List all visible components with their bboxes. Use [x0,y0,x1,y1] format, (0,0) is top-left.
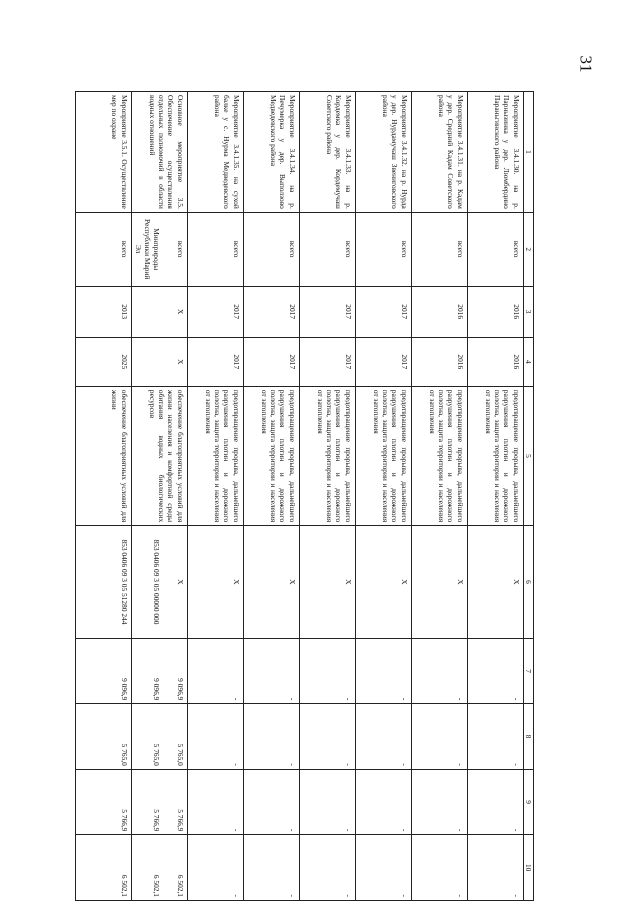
table-row [299,92,355,901]
cell-text: 2017 [231,354,241,370]
cell-text: 9 096,9 [175,678,185,701]
cell-text: 9 096,9 [152,678,162,701]
cell-text: Мероприятие 3.5.1. Осуществление мер по охране [110,95,129,209]
table-cell-c2 [187,212,243,286]
cell-text: предотвращение прорыва, дальнейшего разрушения плотин и дорожного полотна, защита территории и населения от затопления [316,389,353,523]
table-cell-c9 [299,769,355,835]
table-cell-c7 [243,638,299,704]
cell-text: - [343,763,353,766]
table-cell-c10 [299,835,355,901]
table-cell-c8 [299,704,355,770]
cell-text: всего [511,240,521,258]
table-cell-c9 [411,769,467,835]
table-cell-c3 [467,286,523,337]
cell-text: 2016 [511,354,521,370]
table-cell-c8 [243,704,299,770]
table-cell-c6 [299,526,355,639]
cell-text: 2017 [287,304,297,320]
table-cell-c5 [411,386,467,525]
table-row [411,92,467,901]
table-cell-c1 [131,92,187,213]
cell-text: - [287,828,297,832]
cell-text: - [231,894,241,897]
cell-text: 5 765,0 [152,743,162,766]
column-number-9: 9 [523,769,533,835]
cell-text: - [455,763,465,766]
table-cell-c2 [131,212,187,286]
table-cell-c10 [355,835,411,901]
cell-text: Минприроды Республики Марий Эл [134,218,162,280]
cell-text: 5 765,0 [119,743,129,766]
table-cell-c3 [299,286,355,337]
table-cell-c4 [355,337,411,386]
cell-text: X [175,359,185,365]
table-cell-c9 [355,769,411,835]
table-cell-c1 [75,92,131,213]
table-cell-c1 [467,92,523,213]
cell-text: - [287,894,297,897]
table-cell-c1 [411,92,467,213]
table-row [75,92,131,901]
cell-text: X [455,579,465,585]
table-cell-c5 [299,386,355,525]
cell-text: - [511,828,521,832]
table-cell-c4 [75,337,131,386]
table-cell-c6 [467,526,523,639]
cell-text: предотвращение прорыва, дальнейшего разрушения плотин и дорожного полотна, защита территории и населения от затопления [372,389,409,523]
table-body [75,92,523,901]
cell-text: 6 502,1 [175,874,185,897]
table-cell-c5 [75,386,131,525]
table-cell-c4 [243,337,299,386]
table-cell-c8 [131,704,187,770]
table-cell-c8 [467,704,523,770]
table-cell-c1 [299,92,355,213]
table-cell-c5 [243,386,299,525]
cell-text: 2017 [231,304,241,320]
cell-text: Мероприятие 3.4.1.33. на р. Кордемка у дер. Кордемучаш Советского района [325,95,353,209]
table-row [243,92,299,901]
cell-text: 2025 [119,354,129,370]
column-number-4: 4 [523,337,533,386]
cell-text: - [343,894,353,897]
cell-text: обеспечение благоприятных условий для жизни [110,389,129,523]
cell-text: 2017 [287,354,297,370]
table-cell-c6 [355,526,411,639]
table-cell-c7 [299,638,355,704]
column-number-7: 7 [523,638,533,704]
cell-text: Мероприятие 3.4.1.32. на р. Нурда у дер. Нурдамучаш Звениговского района [381,95,409,209]
table-cell-c1 [243,92,299,213]
table-cell-c2 [467,212,523,286]
cell-text: 5 765,0 [175,743,185,766]
table-cell-c3 [131,286,187,337]
table-row [467,92,523,901]
financing-table [75,91,534,901]
cell-text: 2013 [119,304,129,320]
cell-text: предотвращение прорыва, дальнейшего разрушения плотин и дорожного полотна, защита территории и населения от затопления [428,389,465,523]
cell-text: 6 502,1 [119,874,129,897]
table-cell-c8 [411,704,467,770]
table-cell-c8 [75,704,131,770]
table-cell-c1 [355,92,411,213]
cell-text: - [231,763,241,766]
cell-text: предотвращение прорыва, дальнейшего разрушения плотин и дорожного полотна, защита территории и населения от затопления [484,389,521,523]
table-cell-c10 [411,835,467,901]
table-cell-c6 [187,526,243,639]
cell-text: всего [399,240,409,258]
table-cell-c2 [299,212,355,286]
cell-text: 9 096,9 [119,678,129,701]
table-cell-c5 [187,386,243,525]
table-cell-c10 [467,835,523,901]
table-cell-c2 [411,212,467,286]
cell-text: - [455,697,465,701]
table-row [131,92,187,901]
table-cell-c7 [131,638,187,704]
table-cell-c4 [187,337,243,386]
cell-text: Мероприятие 3.4.1.35. на сухой балке у с. Нурма Медведевского района [213,95,241,209]
cell-text: - [511,894,521,897]
cell-text: 853 0406 09 3 05 00000 000 [152,539,162,625]
cell-text: X [287,579,297,585]
cell-text: 2017 [399,304,409,320]
page-number: 31 [576,55,596,73]
cell-text: 2017 [399,354,409,370]
table-cell-c5 [355,386,411,525]
table-cell-c10 [131,835,187,901]
cell-text: всего [119,240,129,258]
cell-text: - [287,763,297,766]
table-cell-c9 [467,769,523,835]
table-cell-c9 [75,769,131,835]
column-number-row [523,92,533,901]
cell-text: - [343,828,353,832]
cell-text: X [231,579,241,585]
table-cell-c7 [411,638,467,704]
column-number-1: 1 [523,92,533,213]
table-cell-c7 [75,638,131,704]
table-row [355,92,411,901]
cell-text: X [175,308,185,315]
table-cell-c7 [355,638,411,704]
cell-text: всего [231,240,241,258]
cell-text: - [287,697,297,701]
table-cell-c10 [187,835,243,901]
cell-text: 2016 [455,354,465,370]
table-cell-c6 [243,526,299,639]
table-cell-c2 [243,212,299,286]
cell-text: 5 766,9 [175,809,185,832]
cell-text: - [399,697,409,701]
table-cell-c6 [131,526,187,639]
cell-text: 5 766,9 [152,809,162,832]
table-cell-c4 [299,337,355,386]
table-cell-c6 [75,526,131,639]
table-cell-c4 [131,337,187,386]
cell-text: Мероприятие 3.4.1.34. на р. Печумерка у дер. Выползово Медведевского района [269,95,297,209]
cell-text: - [455,894,465,897]
cell-text: - [399,894,409,897]
cell-text: - [343,697,353,701]
column-number-6: 6 [523,526,533,639]
table-cell-c2 [355,212,411,286]
cell-text: Мероприятие 3.4.1.31. на р. Кадам у дер. Средний Кадам Советского района [437,95,465,209]
table-cell-c10 [243,835,299,901]
column-number-5: 5 [523,386,533,525]
table-cell-c3 [355,286,411,337]
cell-text: X [175,579,185,585]
column-number-2: 2 [523,212,533,286]
cell-text: 853 0406 09 3 05 51280 244 [119,539,129,625]
cell-text: предотвращение прорыва, дальнейшего разрушения плотин и дорожного полотна, защита территории и населения от затопления [204,389,241,523]
table-cell-c10 [75,835,131,901]
cell-text: 2017 [343,354,353,370]
table-cell-c2 [75,212,131,286]
column-number-10: 10 [523,835,533,901]
document-table-rotated [95,91,534,901]
table-cell-c3 [243,286,299,337]
column-number-8: 8 [523,704,533,770]
cell-text: - [399,763,409,766]
table-cell-c5 [131,386,187,525]
cell-text: 6 502,1 [152,874,162,897]
cell-text: всего [287,240,297,258]
cell-text: 2016 [511,304,521,320]
table-cell-c3 [187,286,243,337]
cell-text: 2016 [455,304,465,320]
table-cell-c5 [467,386,523,525]
cell-text: Мероприятие 3.4.1.30. на р. Парнызинка у дер. Люмбердино Параньгинского района [493,95,521,209]
cell-text: - [511,697,521,701]
table-cell-c4 [411,337,467,386]
table-cell-c9 [131,769,187,835]
cell-text: - [231,697,241,701]
cell-text: всего [175,240,185,258]
table-cell-c4 [467,337,523,386]
table-cell-c9 [243,769,299,835]
table-cell-c6 [411,526,467,639]
cell-text: X [343,579,353,585]
cell-text: 2017 [343,304,353,320]
table-cell-c3 [411,286,467,337]
table-row [187,92,243,901]
table-cell-c1 [187,92,243,213]
table-cell-c3 [75,286,131,337]
cell-text: всего [455,240,465,258]
table-cell-c7 [467,638,523,704]
table-cell-c9 [187,769,243,835]
cell-text: предотвращение прорыва, дальнейшего разрушения плотин и дорожного полотна, защита территории и населения от затопления [260,389,297,523]
cell-text: Основное мероприятие 3.5. Обеспечение осуществления отдельных полномочий в области водных отношений [148,95,185,209]
cell-text: - [231,828,241,832]
table-cell-c8 [355,704,411,770]
cell-text: X [511,579,521,585]
cell-text: 5 766,9 [119,809,129,832]
cell-text: - [511,763,521,766]
cell-text: - [455,828,465,832]
table-cell-c7 [187,638,243,704]
column-number-3: 3 [523,286,533,337]
cell-text: всего [343,240,353,258]
table-cell-c8 [187,704,243,770]
cell-text: - [399,828,409,832]
cell-text: X [399,579,409,585]
cell-text: обеспечение благоприятных условий для жизни населения и комфортной среды обитания водных биологических ресурсов [148,389,185,523]
